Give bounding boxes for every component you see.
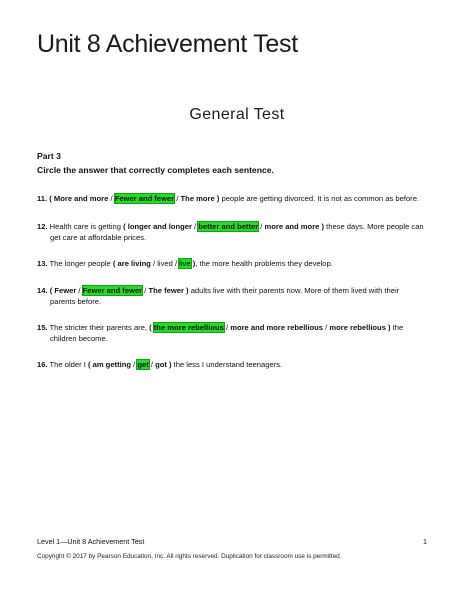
question-continuation: parents before. xyxy=(50,297,102,307)
question-number: 12. xyxy=(37,222,48,231)
question-14: 14. ( Fewer / Fewer and fewer / The fewer ) adults live with their parents now. More of them lived with their parents before. xyxy=(37,285,442,308)
question-16: 16. The older I ( am getting / get / got ) the less I understand teenagers. xyxy=(37,360,283,369)
document-subtitle: General Test xyxy=(189,106,285,123)
selected-answer-highlight[interactable]: the more rebellious xyxy=(153,323,224,332)
selected-answer-highlight[interactable]: better and better xyxy=(198,222,259,231)
answer-option[interactable]: got xyxy=(155,360,167,369)
selected-answer-highlight[interactable]: Fewer and fewer xyxy=(114,194,175,203)
question-number: 11. xyxy=(37,194,48,203)
footer-label: Level 1—Unit 8 Achievement Test xyxy=(37,537,145,546)
question-continuation: get care at affordable prices. xyxy=(50,233,147,243)
selected-answer-highlight[interactable]: get xyxy=(137,360,149,369)
question-number: 14. xyxy=(37,286,48,295)
selected-answer-highlight[interactable]: Fewer and fewer xyxy=(82,286,143,295)
question-number: 13. xyxy=(37,259,48,268)
answer-option[interactable]: more and more xyxy=(264,222,320,231)
answer-option[interactable]: am getting xyxy=(92,360,131,369)
question-13: 13. The longer people ( are living / lived / live ), the more health problems they develop. xyxy=(37,259,333,268)
document-title: Unit 8 Achievement Test xyxy=(37,30,298,58)
question-number: 15. xyxy=(37,323,48,332)
question-continuation: children become. xyxy=(50,334,108,344)
page-number: 1 xyxy=(423,537,427,546)
answer-option[interactable]: The more xyxy=(180,194,215,203)
answer-option[interactable]: are living xyxy=(117,259,151,268)
question-number: 16. xyxy=(37,360,48,369)
question-11: 11. ( More and more / Fewer and fewer / The more ) people are getting divorced. It is not as common as before. xyxy=(37,194,420,203)
instructions: Circle the answer that correctly completes each sentence. xyxy=(37,165,274,175)
answer-option[interactable]: Fewer xyxy=(54,286,77,295)
answer-option[interactable]: lived xyxy=(157,259,173,268)
part-heading: Part 3 xyxy=(37,151,61,161)
selected-answer-highlight[interactable]: live xyxy=(179,259,191,268)
question-12: 12. Health care is getting ( longer and longer / better and better / more and more ) these days. More people can get care at affordable prices. xyxy=(37,221,442,244)
answer-option[interactable]: more and more rebellious xyxy=(230,323,324,332)
answer-option[interactable]: More and more xyxy=(53,194,109,203)
answer-option[interactable]: more rebellious xyxy=(329,323,386,332)
answer-option[interactable]: The fewer xyxy=(148,286,184,295)
copyright-notice: Copyright © 2017 by Pearson Education, Inc. All rights reserved. Duplication for classroom use is permitted. xyxy=(37,553,342,560)
answer-option[interactable]: longer and longer xyxy=(127,222,192,231)
question-15: 15. The stricter their parents are, ( the more rebellious / more and more rebellious / more rebellious ) the children become. xyxy=(37,322,442,345)
